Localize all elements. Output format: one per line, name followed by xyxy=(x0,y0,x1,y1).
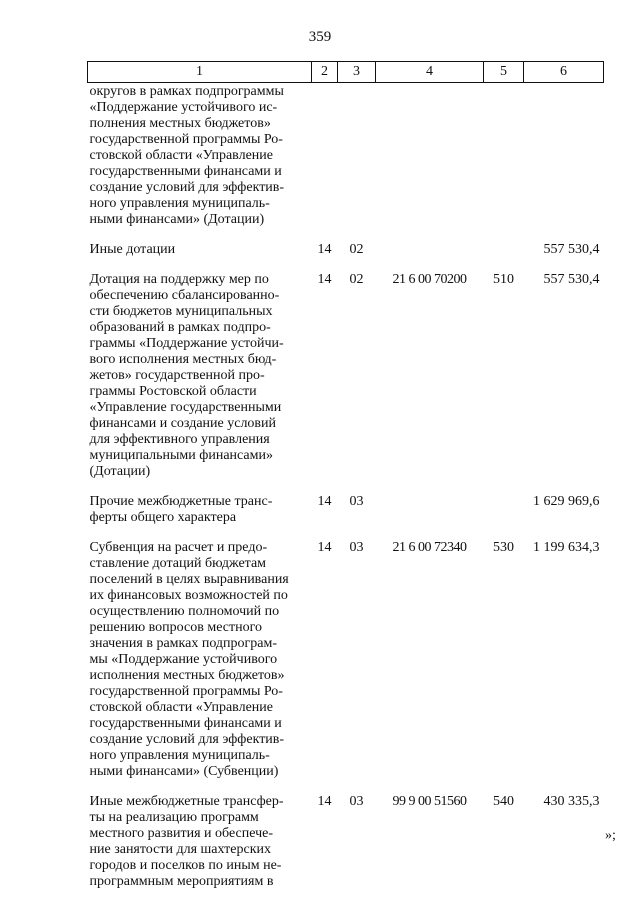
cell-amount: 557 530,4 xyxy=(543,272,600,287)
cell-target-article xyxy=(376,242,484,272)
cell-name: Прочие межбюджетные транс- ферты общего характера xyxy=(89,494,273,525)
cell-name: округов в рамках подпрограммы «Поддержание устойчивого ис- полнения местных бюджетов» государственной программы Ро- стовской области «Управление государственными финансами и создание условий для эффектив- ного управления муниципаль- ными финансами» (Дотации) xyxy=(89,84,285,227)
cell-name: Субвенция на расчет и предо- ставление дотаций бюджетам поселений в целях выравнивания их финансовых возможностей по осуществлению полномочий по решению вопросов местного значения в рамках подпрограм- мы «Поддержание устойчивого исполнения местных бюджетов» государственной программы Ро- стовской области «Управление государственными финансами и создание условий для эффектив- ного управления муниципаль- ными финансами» (Субвенции) xyxy=(89,540,289,779)
table-row xyxy=(88,794,604,904)
cell-section: 14 xyxy=(317,242,332,257)
cell-amount: 430 335,3 xyxy=(543,794,600,809)
table-row xyxy=(88,83,604,243)
cell-subsection: 03 xyxy=(349,540,364,555)
cell-amount: 1 199 634,3 xyxy=(533,540,600,555)
header-col-5: 5 xyxy=(484,62,524,83)
cell-subsection: 03 xyxy=(349,794,364,809)
cell-section: 14 xyxy=(317,540,332,555)
cell-section xyxy=(312,83,338,243)
cell-amount xyxy=(524,83,604,243)
table-body xyxy=(88,83,604,905)
cell-subsection: 03 xyxy=(349,494,364,509)
table-row xyxy=(88,242,604,272)
cell-amount: 557 530,4 xyxy=(543,242,600,257)
cell-name: Иные дотации xyxy=(89,242,176,257)
cell-expense-type: 530 xyxy=(493,540,514,555)
header-col-2: 2 xyxy=(312,62,338,83)
cell-subsection: 02 xyxy=(349,272,364,287)
cell-target-article: 21 6 00 70200 xyxy=(392,272,467,287)
cell-subsection xyxy=(338,83,376,243)
header-col-4: 4 xyxy=(376,62,484,83)
cell-subsection: 02 xyxy=(349,242,364,257)
header-col-6: 6 xyxy=(524,62,604,83)
table-header-row xyxy=(88,62,604,83)
closing-quote-mark: »; xyxy=(605,828,616,843)
cell-target-article: 99 9 00 51560 xyxy=(392,794,467,809)
cell-target-article xyxy=(376,83,484,243)
cell-target-article: 21 6 00 72340 xyxy=(392,540,467,555)
cell-expense-type xyxy=(484,242,524,272)
table-row xyxy=(88,494,604,540)
table-row xyxy=(88,540,604,794)
budget-table xyxy=(87,61,604,904)
cell-amount: 1 629 969,6 xyxy=(533,494,600,509)
cell-section: 14 xyxy=(317,494,332,509)
cell-expense-type: 510 xyxy=(493,272,514,287)
header-col-1: 1 xyxy=(88,62,312,83)
cell-name: Дотация на поддержку мер по обеспечению сбалансированно- сти бюджетов муниципальных образований в рамках подпро- граммы «Поддержание устойчи- вого исполнения местных бюд- жетов» государственной про- граммы Ростовской области «Управление государственными финансами и создание условий для эффективного управления муниципальными финансами» (Дотации) xyxy=(89,272,284,479)
cell-section: 14 xyxy=(317,272,332,287)
page-number: 359 xyxy=(308,29,332,45)
table-row xyxy=(88,272,604,494)
cell-expense-type xyxy=(484,494,524,540)
cell-section: 14 xyxy=(317,794,332,809)
header-col-3: 3 xyxy=(338,62,376,83)
cell-expense-type: 540 xyxy=(493,794,514,809)
cell-expense-type xyxy=(484,83,524,243)
cell-name: Иные межбюджетные трансфер- ты на реализацию программ местного развития и обеспече- ние занятости для шахтерских городов и поселков по иным не- программным мероприятиям в xyxy=(89,794,284,889)
cell-target-article xyxy=(376,494,484,540)
